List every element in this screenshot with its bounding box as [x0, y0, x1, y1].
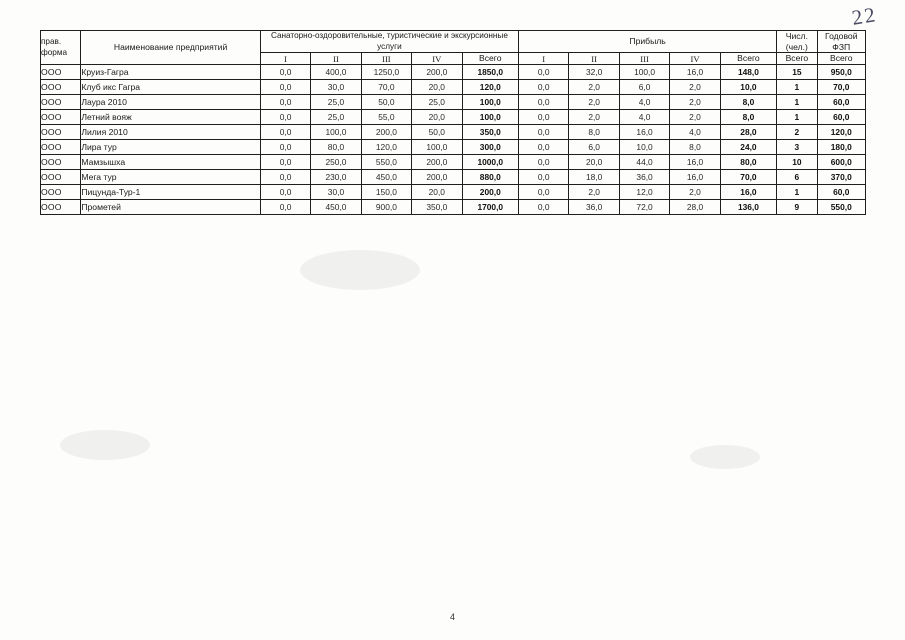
cell-services-q2: 230,0: [311, 170, 361, 185]
cell-services-total: 350,0: [462, 125, 519, 140]
table-row: [41, 125, 866, 140]
cell-services-q1: 0,0: [260, 110, 310, 125]
cell-services-q3: 70,0: [361, 80, 411, 95]
cell-profit-q3: 72,0: [619, 200, 669, 215]
cell-profit-q4: 2,0: [670, 80, 720, 95]
cell-headcount: 3: [777, 140, 817, 155]
cell-services-q3: 150,0: [361, 185, 411, 200]
cell-services-q4: 200,0: [412, 170, 462, 185]
cell-services-q3: 1250,0: [361, 65, 411, 80]
cell-profit-total: 10,0: [720, 80, 776, 95]
handwritten-page-note: 22: [850, 2, 879, 30]
cell-services-q2: 25,0: [311, 95, 361, 110]
cell-profit-q2: 2,0: [569, 80, 619, 95]
cell-headcount: 2: [777, 125, 817, 140]
cell-profit-q3: 6,0: [619, 80, 669, 95]
cell-profit-q1: 0,0: [519, 95, 569, 110]
column-header-headcount: [777, 31, 817, 53]
subheader-services-q3: III: [361, 53, 411, 65]
cell-enterprise-name: Лаура 2010: [81, 95, 261, 110]
cell-legal-form: ООО: [41, 200, 81, 215]
cell-payroll: 70,0: [817, 80, 865, 95]
cell-enterprise-name: Клуб икс Гагра: [81, 80, 261, 95]
cell-headcount: 15: [777, 65, 817, 80]
cell-enterprise-name: Летний вояж: [81, 110, 261, 125]
subheader-profit-q4: IV: [670, 53, 720, 65]
cell-profit-q3: 4,0: [619, 110, 669, 125]
cell-legal-form: ООО: [41, 65, 81, 80]
subheader-headcount-total: Всего: [777, 53, 817, 65]
paper-smudge: [690, 445, 760, 469]
table-body: [41, 65, 866, 215]
cell-services-q2: 100,0: [311, 125, 361, 140]
cell-profit-q3: 44,0: [619, 155, 669, 170]
cell-services-q3: 900,0: [361, 200, 411, 215]
cell-legal-form: ООО: [41, 110, 81, 125]
cell-profit-q1: 0,0: [519, 65, 569, 80]
cell-services-total: 120,0: [462, 80, 519, 95]
cell-payroll: 180,0: [817, 140, 865, 155]
headcount-line1: Числ.: [785, 31, 808, 41]
legal-form-line2: форма: [41, 47, 68, 57]
table-row: [41, 80, 866, 95]
cell-services-total: 1000,0: [462, 155, 519, 170]
cell-services-total: 1850,0: [462, 65, 519, 80]
cell-services-q1: 0,0: [260, 170, 310, 185]
cell-profit-q2: 32,0: [569, 65, 619, 80]
cell-services-q4: 200,0: [412, 155, 462, 170]
cell-profit-q1: 0,0: [519, 140, 569, 155]
cell-payroll: 120,0: [817, 125, 865, 140]
cell-services-q1: 0,0: [260, 140, 310, 155]
payroll-line1: Годовой: [825, 31, 858, 41]
subheader-services-total: Всего: [462, 53, 519, 65]
cell-services-q4: 25,0: [412, 95, 462, 110]
cell-payroll: 60,0: [817, 110, 865, 125]
cell-services-q2: 450,0: [311, 200, 361, 215]
cell-enterprise-name: Прометей: [81, 200, 261, 215]
cell-services-q2: 80,0: [311, 140, 361, 155]
column-header-legal-form: [41, 31, 81, 65]
cell-payroll: 370,0: [817, 170, 865, 185]
subheader-services-q1: I: [260, 53, 310, 65]
cell-services-total: 200,0: [462, 185, 519, 200]
cell-profit-q2: 8,0: [569, 125, 619, 140]
cell-payroll: 950,0: [817, 65, 865, 80]
cell-payroll: 60,0: [817, 95, 865, 110]
cell-legal-form: ООО: [41, 185, 81, 200]
cell-enterprise-name: Лилия 2010: [81, 125, 261, 140]
cell-services-q4: 200,0: [412, 65, 462, 80]
cell-profit-q1: 0,0: [519, 125, 569, 140]
cell-profit-q3: 10,0: [619, 140, 669, 155]
cell-enterprise-name: Пицунда-Тур-1: [81, 185, 261, 200]
cell-legal-form: ООО: [41, 170, 81, 185]
subheader-profit-q1: I: [519, 53, 569, 65]
cell-services-q1: 0,0: [260, 65, 310, 80]
cell-services-q4: 350,0: [412, 200, 462, 215]
cell-profit-q3: 16,0: [619, 125, 669, 140]
cell-services-q4: 20,0: [412, 185, 462, 200]
cell-profit-q4: 2,0: [670, 95, 720, 110]
subheader-profit-total: Всего: [720, 53, 776, 65]
cell-services-q3: 120,0: [361, 140, 411, 155]
cell-profit-q4: 4,0: [670, 125, 720, 140]
cell-profit-total: 8,0: [720, 95, 776, 110]
cell-services-q1: 0,0: [260, 125, 310, 140]
cell-services-q2: 30,0: [311, 185, 361, 200]
cell-services-q3: 450,0: [361, 170, 411, 185]
cell-profit-total: 16,0: [720, 185, 776, 200]
payroll-line2: ФЗП: [832, 41, 851, 52]
legal-form-line1: прав.: [41, 36, 62, 46]
cell-headcount: 1: [777, 110, 817, 125]
table-row: [41, 110, 866, 125]
column-group-header-services: Санаторно-оздоровительные, туристические и экскурсионные услуги: [260, 31, 518, 53]
cell-services-q1: 0,0: [260, 185, 310, 200]
headcount-line2: (чел.): [785, 41, 808, 52]
cell-services-q3: 50,0: [361, 95, 411, 110]
cell-services-total: 100,0: [462, 95, 519, 110]
cell-profit-q2: 36,0: [569, 200, 619, 215]
cell-profit-total: 70,0: [720, 170, 776, 185]
cell-enterprise-name: Мамзышха: [81, 155, 261, 170]
cell-services-q1: 0,0: [260, 80, 310, 95]
cell-services-q3: 200,0: [361, 125, 411, 140]
cell-headcount: 1: [777, 80, 817, 95]
page-number: 4: [449, 612, 455, 622]
cell-services-total: 880,0: [462, 170, 519, 185]
cell-headcount: 6: [777, 170, 817, 185]
cell-profit-q4: 16,0: [670, 65, 720, 80]
cell-legal-form: ООО: [41, 80, 81, 95]
cell-headcount: 9: [777, 200, 817, 215]
table-row: [41, 140, 866, 155]
cell-profit-q2: 18,0: [569, 170, 619, 185]
cell-profit-q4: 16,0: [670, 155, 720, 170]
subheader-profit-q2: II: [569, 53, 619, 65]
cell-profit-q4: 2,0: [670, 185, 720, 200]
cell-profit-q1: 0,0: [519, 110, 569, 125]
table-row: [41, 95, 866, 110]
subheader-payroll-total: Всего: [817, 53, 865, 65]
cell-services-q2: 400,0: [311, 65, 361, 80]
cell-payroll: 550,0: [817, 200, 865, 215]
cell-profit-q4: 28,0: [670, 200, 720, 215]
cell-headcount: 1: [777, 185, 817, 200]
cell-services-q4: 100,0: [412, 140, 462, 155]
cell-services-q3: 55,0: [361, 110, 411, 125]
cell-services-q2: 250,0: [311, 155, 361, 170]
cell-profit-q4: 2,0: [670, 110, 720, 125]
cell-legal-form: ООО: [41, 125, 81, 140]
cell-profit-total: 80,0: [720, 155, 776, 170]
cell-services-q2: 30,0: [311, 80, 361, 95]
cell-services-q4: 20,0: [412, 110, 462, 125]
subheader-profit-q3: III: [619, 53, 669, 65]
cell-profit-q3: 12,0: [619, 185, 669, 200]
cell-payroll: 60,0: [817, 185, 865, 200]
cell-enterprise-name: Мега тур: [81, 170, 261, 185]
cell-profit-total: 28,0: [720, 125, 776, 140]
cell-profit-q1: 0,0: [519, 185, 569, 200]
cell-profit-q3: 100,0: [619, 65, 669, 80]
cell-profit-total: 8,0: [720, 110, 776, 125]
cell-profit-q2: 6,0: [569, 140, 619, 155]
column-header-enterprise-name: Наименование предприятий: [81, 31, 261, 65]
table-row: [41, 185, 866, 200]
cell-headcount: 10: [777, 155, 817, 170]
column-group-header-profit: Прибыль: [519, 31, 777, 53]
table-row: [41, 65, 866, 80]
cell-profit-q4: 16,0: [670, 170, 720, 185]
cell-legal-form: ООО: [41, 140, 81, 155]
cell-services-q1: 0,0: [260, 95, 310, 110]
paper-smudge: [300, 250, 420, 290]
table-row: [41, 200, 866, 215]
cell-headcount: 1: [777, 95, 817, 110]
cell-profit-total: 136,0: [720, 200, 776, 215]
cell-profit-q1: 0,0: [519, 155, 569, 170]
cell-profit-total: 24,0: [720, 140, 776, 155]
cell-legal-form: ООО: [41, 155, 81, 170]
cell-profit-q1: 0,0: [519, 80, 569, 95]
cell-services-q4: 20,0: [412, 80, 462, 95]
cell-profit-q1: 0,0: [519, 200, 569, 215]
subheader-services-q2: II: [311, 53, 361, 65]
cell-profit-q3: 4,0: [619, 95, 669, 110]
cell-services-q2: 25,0: [311, 110, 361, 125]
cell-services-total: 1700,0: [462, 200, 519, 215]
cell-enterprise-name: Лира тур: [81, 140, 261, 155]
column-header-annual-payroll: [817, 31, 865, 53]
cell-services-total: 100,0: [462, 110, 519, 125]
table-header: [41, 31, 866, 65]
cell-services-q1: 0,0: [260, 155, 310, 170]
enterprises-financial-table: [40, 30, 866, 215]
cell-profit-q2: 2,0: [569, 95, 619, 110]
table-row: [41, 170, 866, 185]
cell-payroll: 600,0: [817, 155, 865, 170]
table-row: [41, 155, 866, 170]
subheader-services-q4: IV: [412, 53, 462, 65]
cell-enterprise-name: Круиз-Гагра: [81, 65, 261, 80]
cell-profit-q2: 20,0: [569, 155, 619, 170]
cell-profit-q1: 0,0: [519, 170, 569, 185]
cell-legal-form: ООО: [41, 95, 81, 110]
cell-profit-q4: 8,0: [670, 140, 720, 155]
cell-profit-q2: 2,0: [569, 185, 619, 200]
cell-profit-q2: 2,0: [569, 110, 619, 125]
cell-profit-q3: 36,0: [619, 170, 669, 185]
cell-profit-total: 148,0: [720, 65, 776, 80]
cell-services-q1: 0,0: [260, 200, 310, 215]
cell-services-q4: 50,0: [412, 125, 462, 140]
cell-services-total: 300,0: [462, 140, 519, 155]
cell-services-q3: 550,0: [361, 155, 411, 170]
paper-smudge: [60, 430, 150, 460]
